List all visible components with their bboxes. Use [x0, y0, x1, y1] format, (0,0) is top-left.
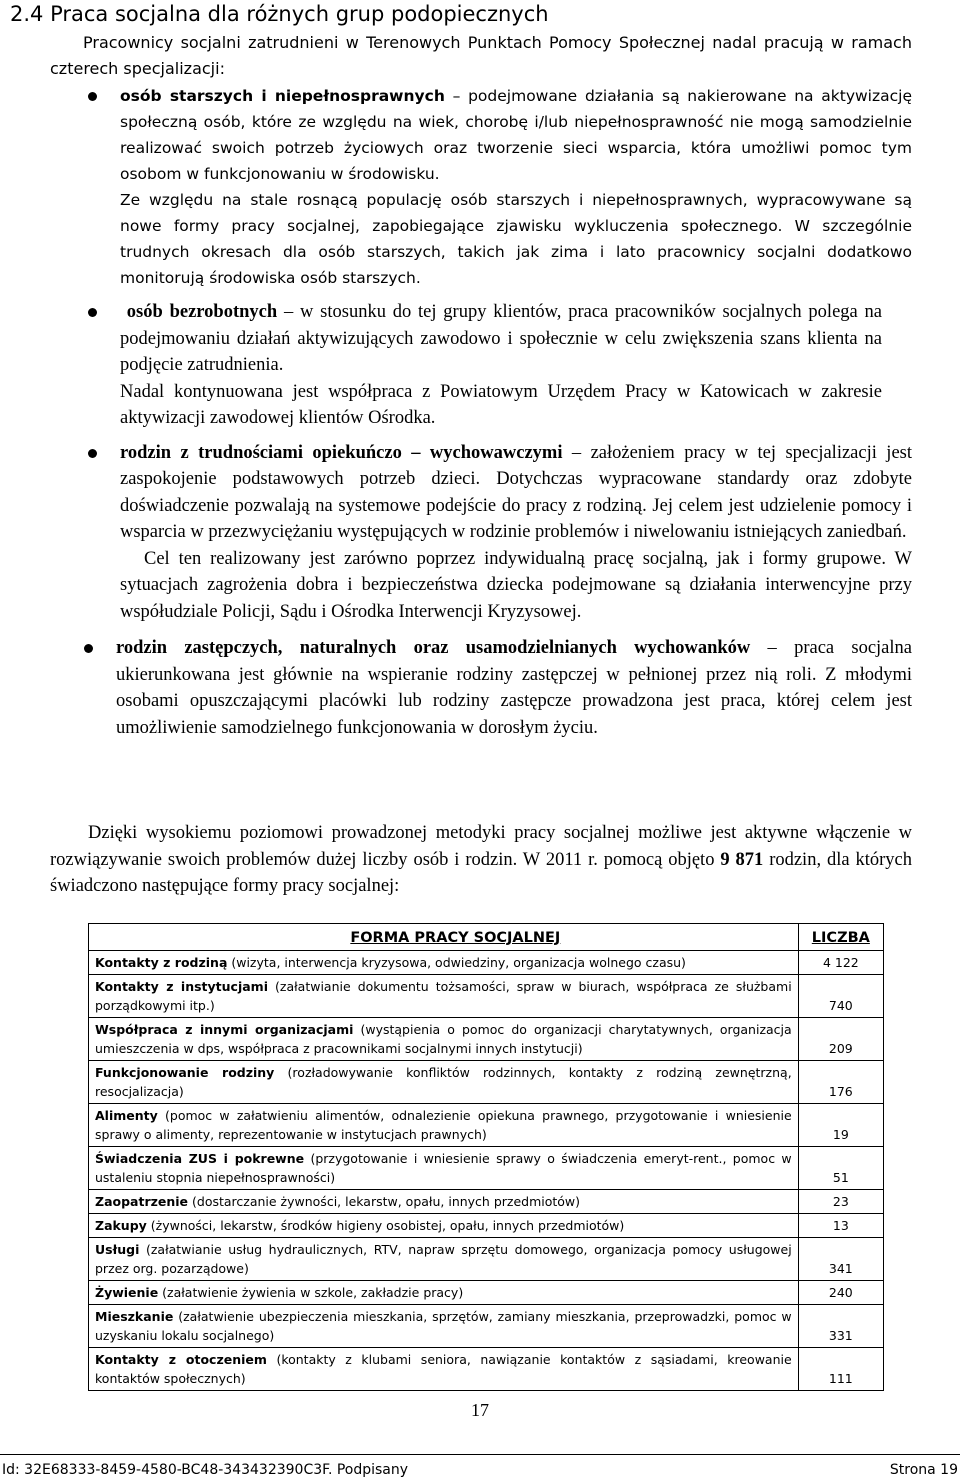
count-cell: 51: [798, 1147, 883, 1190]
form-description: (wystąpienia o pomoc do organizacji charytatywnych, organizacja umieszczenia w dps, współpraca z pracownikami socjalnymi innych instytucji): [95, 1022, 792, 1056]
table-row: [89, 1305, 884, 1348]
form-cell: [89, 1305, 799, 1348]
form-name: Zaopatrzenie: [95, 1194, 189, 1209]
list-item-body: w stosunku do tej grupy klientów, praca pracowników socjalnych polega na podejmowaniu działań aktywizujących zawodowo i społecznie w celu zwiększenia szans klienta na podjęcie zatrudnienia.: [120, 302, 883, 375]
section-heading: 2.4 Praca socjalna dla różnych grup podopiecznych: [10, 2, 549, 26]
table-row: [89, 1061, 884, 1104]
form-cell: [89, 975, 799, 1018]
form-cell: [89, 1281, 799, 1305]
intro-paragraph: Pracownicy socjalni zatrudnieni w Terenowych Punktach Pomocy Społecznej nadal pracują w ramach czterech specjalizacji:: [50, 33, 912, 78]
count-cell: 331: [798, 1305, 883, 1348]
form-description: (żywności, lekarstw, środków higieny osobistej, opału, innych przedmiotów): [146, 1218, 625, 1233]
table-row: [89, 1238, 884, 1281]
closing-text-before: Dzięki wysokiemu poziomowi prowadzonej metodyki pracy socjalnej możliwe jest aktywne włączenie w rozwiązywanie swoich problemów dużej liczby osób i rodzin. W 2011 r. pomocą objęto: [50, 823, 912, 870]
form-name: Współpraca z innymi organizacjami: [95, 1022, 354, 1037]
closing-text-after: rodzin, dla których świadczono następujące formy pracy socjalnej:: [50, 849, 913, 896]
list-item-extra: Ze względu na stale rosnącą populację osób starszych i niepełnosprawnych, wypracowywane są nowe formy pracy socjalnej, zapobiegające zjawisku wykluczenia społecznego. W szczególnie trudnych okresach dla osób starszych, takich jak zima i lato pracownicy socjalni dodatkowo monitorują środowiska osób starszych.: [120, 191, 912, 287]
footer-divider: [0, 1454, 960, 1455]
dash: –: [750, 638, 795, 658]
list-item: [0, 299, 882, 432]
table-row: [89, 1281, 884, 1305]
footer: [0, 1460, 960, 1482]
list-item-text: [120, 299, 882, 379]
bullet-icon: [84, 644, 93, 653]
list-item-title: rodzin z trudnościami opiekuńczo – wychowawczymi: [120, 442, 563, 463]
bullet-icon: [88, 308, 97, 317]
list-item-extra: Nadal kontynuowana jest współpraca z Powiatowym Urzędem Pracy w Katowicach w zakresie aktywizacji zawodowej klientów Ośrodka.: [120, 381, 882, 428]
form-name: Mieszkanie: [95, 1309, 174, 1324]
table-row: [89, 951, 884, 975]
document-id: Id: 32E68333-8459-4580-BC48-343432390C3F. Podpisany: [2, 1462, 409, 1478]
dash: –: [562, 442, 591, 463]
social-work-forms-table: [88, 923, 884, 1391]
table-row: [89, 975, 884, 1018]
form-name: Funkcjonowanie rodziny: [95, 1065, 275, 1080]
form-cell: [89, 1104, 799, 1147]
table-body: [89, 951, 884, 1391]
form-name: Kontakty z instytucjami: [95, 979, 268, 994]
form-name: Kontakty z rodziną: [95, 955, 228, 970]
list-item-extra: Cel ten realizowany jest zarówno poprzez indywidualną pracę socjalną, jak i formy grupowe. W sytuacjach zagrożenia dobra i bezpieczeństwa dziecka podejmowane są działania interwencyjne przy współudziale Policji, Sądu i Ośrodka Interwencji Kryzysowej.: [120, 548, 912, 622]
form-cell: [89, 1214, 799, 1238]
list-item-text: [120, 440, 912, 546]
count-cell: 209: [798, 1018, 883, 1061]
form-cell: [89, 1018, 799, 1061]
form-name: Alimenty: [95, 1108, 158, 1123]
count-cell: 4 122: [798, 951, 883, 975]
form-name: Usługi: [95, 1242, 140, 1257]
families-count: 9 871: [720, 849, 764, 870]
table-row: [89, 1147, 884, 1190]
count-cell: 13: [798, 1214, 883, 1238]
count-cell: 111: [798, 1348, 883, 1391]
form-description: (załatwianie dokumentu tożsamości, spraw w biurach, współpraca ze służbami porządkowymi itp.): [95, 979, 792, 1013]
form-name: Żywienie: [95, 1285, 159, 1300]
list-item-body: podejmowane działania są nakierowane na aktywizację społeczną osób, które ze względu na wiek, chorobę i/lub niepełnosprawność nie mogą samodzielnie realizować swoich potrzeb życiowych oraz tworzenie sieci wsparcia, która umożliwi pomoc tym osobom w funkcjonowaniu w środowisku.: [120, 87, 912, 183]
list-item-body: praca socjalna ukierunkowana jest głównie na wspieranie rodziny zastępczej w pełnionej przez nią roli. Z młodymi osobami opuszczającymi placówki lub rodziny zastępcze prowadzona jest praca, której celem jest umożliwienie samodzielnego funkcjonowania w dorosłym życiu.: [116, 638, 912, 738]
form-cell: [89, 1147, 799, 1190]
dash: –: [277, 302, 300, 322]
table-row: [89, 1348, 884, 1391]
table-row: [89, 1018, 884, 1061]
column-header-count: LICZBA: [798, 924, 883, 951]
list-item-title: osób bezrobotnych: [126, 302, 278, 322]
list-item: [0, 83, 912, 291]
list-item-text: [120, 83, 912, 187]
bullet-icon: [88, 92, 97, 101]
form-cell: [89, 1348, 799, 1391]
form-description: (rozładowywanie konfliktów rodzinnych, kontakty z rodziną zewnętrzną, resocjalizacja): [95, 1065, 792, 1099]
count-cell: 176: [798, 1061, 883, 1104]
footer-page-label: Strona 19: [889, 1462, 958, 1478]
form-cell: [89, 1061, 799, 1104]
specializations-list: [0, 83, 960, 741]
form-cell: [89, 1238, 799, 1281]
form-description: (kontakty z klubami seniora, nawiązanie kontaktów z sąsiadami, kreowanie kontaktów społecznych): [95, 1352, 792, 1386]
dash: –: [444, 87, 469, 105]
form-description: (dostarczanie żywności, lekarstw, opału, innych przedmiotów): [188, 1194, 581, 1209]
form-name: Kontakty z otoczeniem: [95, 1352, 267, 1367]
count-cell: 341: [798, 1238, 883, 1281]
form-name: Świadczenia ZUS i pokrewne: [95, 1151, 305, 1166]
form-cell: [89, 951, 799, 975]
form-description: (załatwianie usług hydraulicznych, RTV, napraw sprzętu domowego, organizacja pomocy usługowej przez org. pozarządowe): [95, 1242, 792, 1276]
count-cell: 740: [798, 975, 883, 1018]
list-item: [0, 440, 912, 626]
form-name: Zakupy: [95, 1218, 147, 1233]
list-item: [0, 635, 912, 741]
form-description: (załatwienie ubezpieczenia mieszkania, sprzętów, zamiany mieszkania, przeprowadzki, pomoc w uzyskaniu lokalu socjalnego): [95, 1309, 792, 1343]
count-cell: 19: [798, 1104, 883, 1147]
column-header-form: FORMA PRACY SOCJALNEJ: [89, 924, 799, 951]
form-description: (załatwienie żywienia w szkole, zakładzie pracy): [158, 1285, 464, 1300]
list-item-text: [116, 635, 912, 741]
count-cell: 240: [798, 1281, 883, 1305]
form-cell: [89, 1190, 799, 1214]
list-item-title: rodzin zastępczych, naturalnych oraz usamodzielnianych wychowanków: [116, 638, 751, 658]
closing-paragraph: [50, 820, 912, 900]
page-number: 17: [471, 1400, 489, 1420]
table-row: [89, 1190, 884, 1214]
form-description: (pomoc w załatwieniu alimentów, odnalezienie opiekuna prawnego, przygotowanie i wniesienie sprawy o alimenty, reprezentowanie w instytucjach prawnych): [95, 1108, 792, 1142]
form-description: (przygotowanie i wniesienie sprawy o świadczenia emeryt-rent., pomoc w ustaleniu stopnia niepełnosprawności): [95, 1151, 792, 1185]
list-item-title: osób starszych i niepełnosprawnych: [120, 87, 445, 105]
form-description: (wizyta, interwencja kryzysowa, odwiedziny, organizacja wolnego czasu): [227, 955, 686, 970]
table-row: [89, 1104, 884, 1147]
bullet-icon: [88, 449, 97, 458]
table-row: [89, 1214, 884, 1238]
count-cell: 23: [798, 1190, 883, 1214]
list-item-body: założeniem pracy w tej specjalizacji jest zaspokojenie podstawowych potrzeb dzieci. Dotychczas wypracowane standardy oraz zdobyte doświadczenie pozwalają na systemowe podejście do pracy z rodziną. Jej celem jest udzielenie pomocy i wsparcia w przezwyciężaniu występujących w rodzinie problemów i niwelowaniu istniejących zaniedbań.: [120, 442, 912, 542]
table-header-row: [89, 924, 884, 951]
